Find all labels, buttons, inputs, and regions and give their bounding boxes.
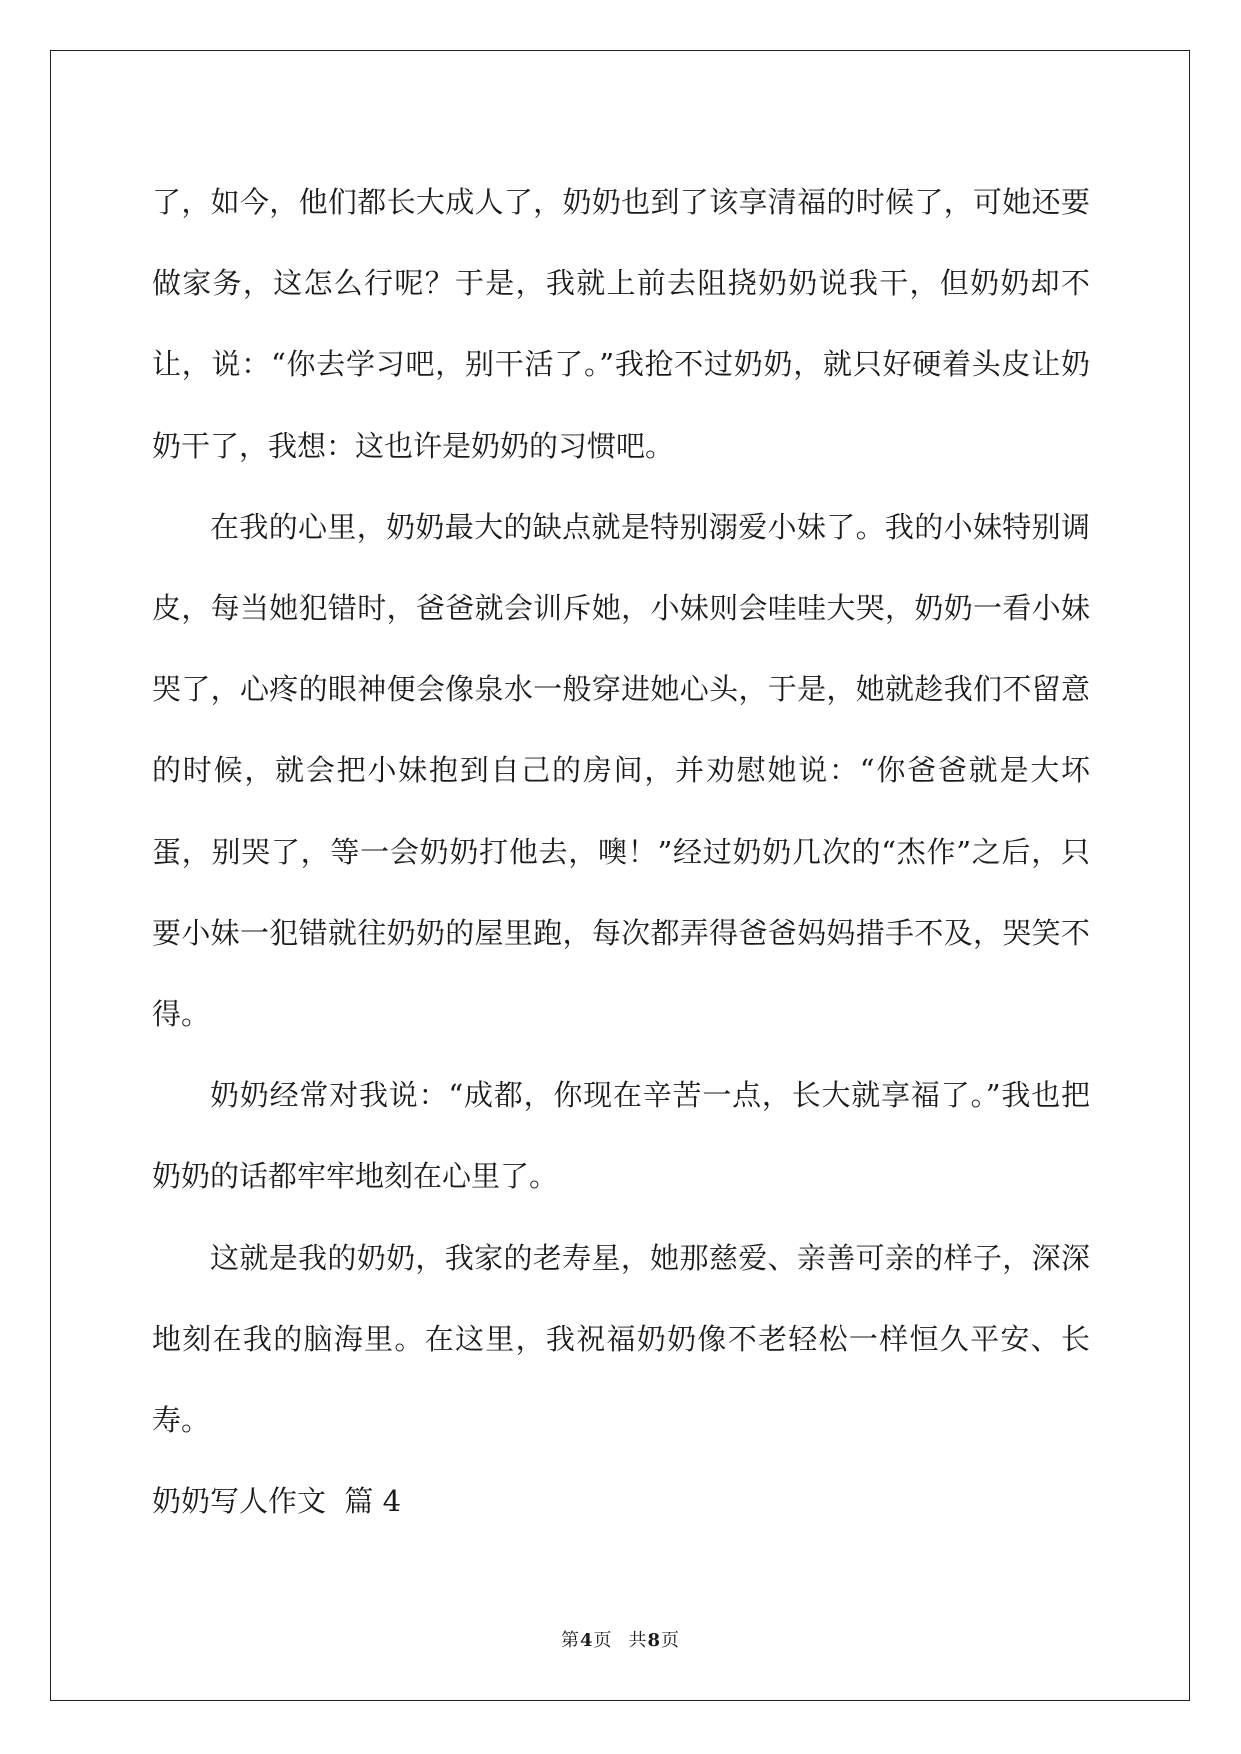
footer-page-prefix: 第 [560,1630,580,1651]
section-heading: 奶奶写人作文 篇 4 [152,1484,402,1519]
paragraph-2: 在我的心里，奶奶最大的缺点就是特别溺爱小妹了。我的小妹特别调皮，每当她犯错时，爸爸就会训斥她，小妹则会哇哇大哭，奶奶一看小妹哭了，心疼的眼神便会像泉水一般穿进她心头，于是，她就趁我们不留意的时候，就会把小妹抱到自己的房间，并劝慰她说：“你爸爸就是大坏蛋，别哭了，等一会奶奶打他去，噢！”经过奶奶几次的“杰作”之后，只要小妹一犯错就往奶奶的屋里跑，每次都弄得爸爸妈妈措手不及，哭笑不得。 [152,509,1090,1032]
document-body [152,162,1090,1542]
footer-total-prefix: 共 [628,1630,648,1651]
paragraph-4: 这就是我的奶奶，我家的老寿星，她那慈爱、亲善可亲的样子，深深地刻在我的脑海里。在这里，我祝福奶奶像不老轻松一样恒久平安、长寿。 [152,1240,1090,1438]
footer-page-number: 4 [579,1630,594,1651]
footer-page-suffix: 页 [593,1630,613,1651]
page-footer [0,1626,1241,1652]
paragraph-3: 奶奶经常对我说：“成都，你现在辛苦一点，长大就享福了。”我也把奶奶的话都牢牢地刻在心里了。 [152,1078,1090,1194]
paragraph-1: 了，如今，他们都长大成人了，奶奶也到了该享清福的时候了，可她还要做家务，这怎么行呢？于是，我就上前去阻挠奶奶说我干，但奶奶却不让，说：“你去学习吧，别干活了。”我抢不过奶奶，就只好硬着头皮让奶奶干了，我想：这也许是奶奶的习惯吧。 [152,185,1090,463]
footer-total-suffix: 页 [661,1630,681,1651]
footer-total-number: 8 [647,1630,662,1651]
